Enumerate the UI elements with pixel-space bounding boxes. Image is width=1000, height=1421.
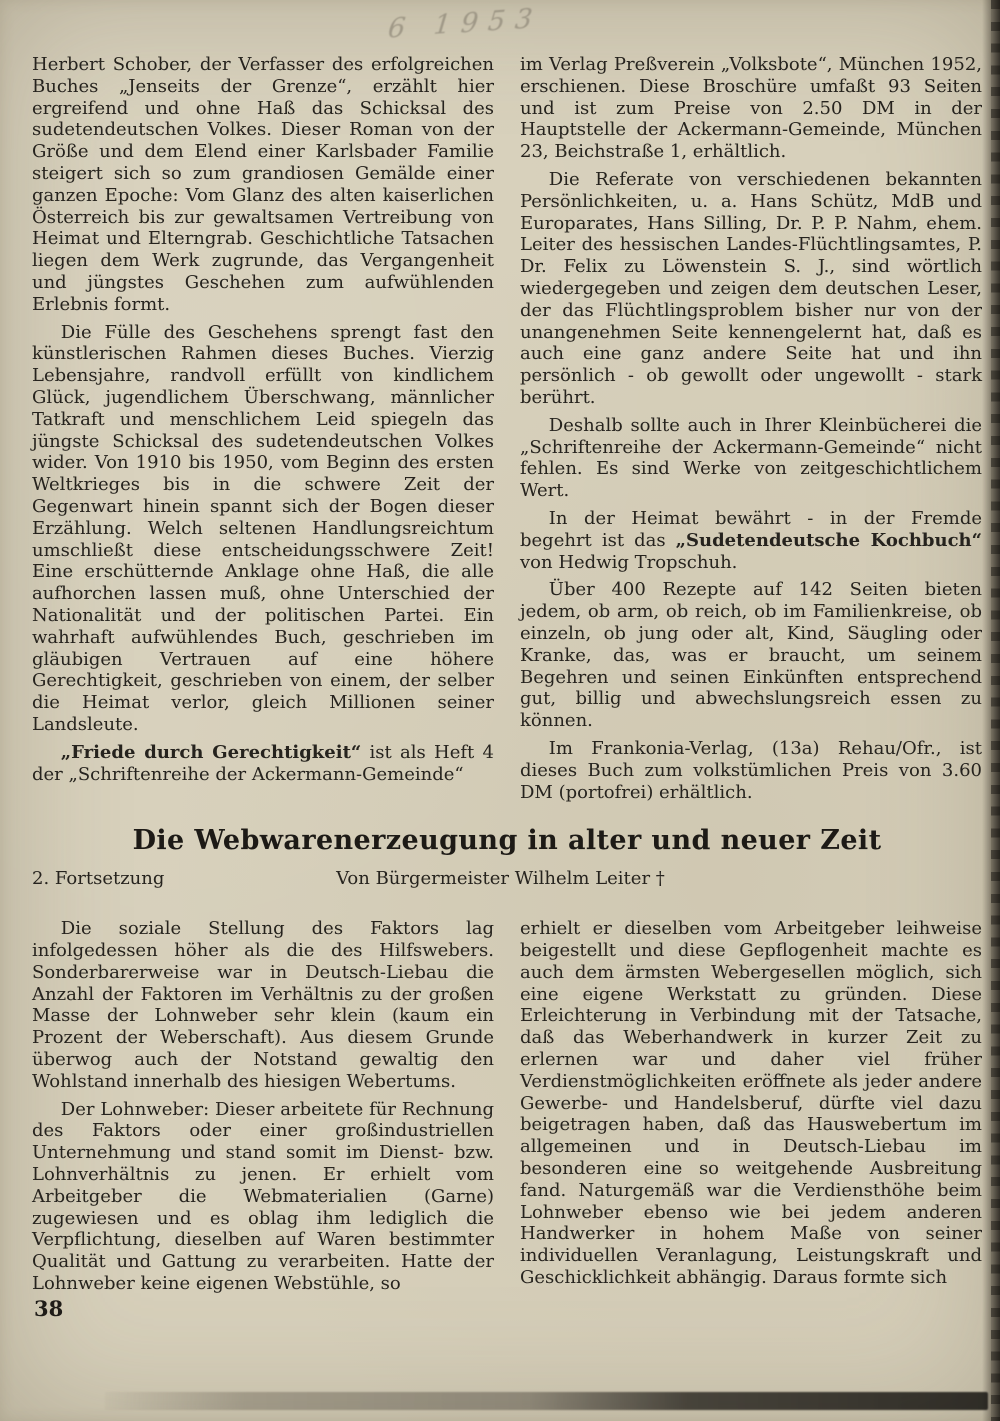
page-content — [32, 54, 982, 1301]
paragraph: Herbert Schober, der Verfasser des erfolgreichen Buches „Jenseits der Grenze“, erzählt hier ergreifend und ohne Haß das Schicksal des sudetendeutschen Volkes. Dieser Roman von der Größe und dem Elend einer Karlsbader Familie steigert sich so zum grandiosen Gemälde einer ganzen Epoche: Vom Glanz des alten kaiserlichen Österreich bis zur gewaltsamen Vertreibung von Heimat und Elterngrab. Geschichtliche Tatsachen liegen dem Werk zugrunde, das Vergangenheit und jüngstes Geschehen zum aufwühlenden Erlebnis formt. — [32, 54, 494, 315]
byline-row — [32, 868, 982, 892]
paragraph-text: von Hedwig Tropschuh. — [520, 551, 738, 573]
scan-edge-shadow — [982, 0, 1000, 1421]
left-column — [32, 918, 494, 1301]
article-title: Die Webwarenerzeugung in alter und neuer Zeit — [132, 825, 882, 857]
continuation-label: 2. Fortsetzung — [32, 868, 165, 890]
article-byline: Von Bürgermeister Wilhelm Leiter † — [336, 868, 665, 890]
paragraph — [32, 742, 494, 786]
right-column — [520, 918, 982, 1301]
left-column — [32, 54, 494, 809]
handwritten-note: 6 1953 — [386, 2, 544, 45]
paragraph — [520, 508, 982, 573]
paragraph: Die Referate von verschiedenen bekannten Persönlichkeiten, u. a. Hans Schütz, MdB und Europarates, Hans Silling, Dr. P. P. Nahm, ehem. Leiter des hessischen Landes-Flüchtlingsamtes, P. Dr. Felix zu Löwenstein S. J., sind wörtlich wiedergegeben und zeigen dem deutschen Leser, der das Flüchtlingsproblem bisher nur von der unangenehmen Seite kennengelernt hat, daß es auch eine ganz andere Seite hat und ihn persönlich - ob gewollt oder ungewollt - stark berührt. — [520, 168, 982, 408]
paragraph: Deshalb sollte auch in Ihrer Kleinbücherei die „Schriftenreihe der Ackermann-Gemeinde“ nicht fehlen. Es sind Werke von zeitgeschichtlichem Wert. — [520, 414, 982, 502]
paragraph-text: In der Heimat bewährt - in der Fremde begehrt ist das — [520, 507, 982, 551]
paragraph: Über 400 Rezepte auf 142 Seiten bieten jedem, ob arm, ob reich, ob im Familienkreise, ob einzeln, ob jung oder alt, Kind, Säugling oder Kranke, das, was er braucht, um seinem Begehren und seinen Einkünften entsprechend gut, billig und abwechslungsreich essen zu können. — [520, 579, 982, 732]
paragraph: erhielt er dieselben vom Arbeitgeber leihweise beigestellt und diese Gepflogenheit machte es auch dem ärmsten Webergesellen möglich, sich eine eigene Werkstatt zu gründen. Diese Erleichterung in Verbindung mit der Tatsache, daß das Weberhandwerk in kurzer Zeit zu erlernen war und daher viel früher Verdienstmöglichkeiten eröffnete als jeder andere Gewerbe- und Handelsberuf, dürfte viel dazu beigetragen haben, daß das Hauswebertum im allgemeinen und in Deutsch-Liebau im besonderen eine so weitgehende Ausbreitung fand. Naturgemäß war die Verdiensthöhe beim Lohnweber ebenso wie bei jedem anderen Handwerker in hohem Maße von seiner individuellen Veranlagung, Leistungskraft und Geschicklichkeit abhängig. Daraus formte sich — [520, 918, 982, 1289]
paragraph: im Verlag Preßverein „Volksbote“, München 1952, erschienen. Diese Broschüre umfaßt 93 Seiten und ist zum Preise von 2.50 DM in der Hauptstelle der Ackermann-Gemeinde, München 23, Beichstraße 1, erhältlich. — [520, 54, 982, 163]
weaving-article-section — [32, 918, 982, 1301]
book-review-section — [32, 54, 982, 809]
right-column — [520, 54, 982, 809]
paragraph: Im Frankonia-Verlag, (13a) Rehau/Ofr., ist dieses Buch zum volkstümlichen Preis von 3.60 DM (portofrei) erhältlich. — [520, 737, 982, 803]
bold-title-kochbuch: „Sudetendeutsche Kochbuch“ — [675, 529, 982, 551]
paragraph-text: ist als Heft 4 der „Schriftenreihe der Ackermann-Gemeinde“ — [32, 741, 494, 785]
page-number: 38 — [34, 1296, 64, 1321]
paragraph: Die Fülle des Geschehens sprengt fast den künstlerischen Rahmen dieses Buches. Vierzig Lebensjahre, randvoll erfüllt von kindlichem Glück, jugendlichem Überschwang, männlicher Tatkraft und menschlichem Leid spiegeln das jüngste Schicksal des sudetendeutschen Volkes wider. Von 1910 bis 1950, vom Beginn des ersten Weltkrieges bis in die schwere Zeit der Gegenwart hinein spannt sich der Bogen dieser Erzählung. Welch seltenen Handlungsreichtum umschließt diese entscheidungsschwere Zeit! Eine erschütternde Anklage ohne Haß, die alle aufhorchen lassen muß, ohne Unterschied der Nationalität und der politischen Partei. Ein wahrhaft aufwühlendes Buch, geschrieben im gläubigen Vertrauen auf eine höhere Gerechtigkeit, geschrieben von einem, der selber die Heimat verlor, gleich Millionen seiner Landsleute. — [32, 321, 494, 735]
paragraph: Der Lohnweber: Dieser arbeitete für Rechnung des Faktors oder einer großindustriellen Unternehmung und stand somit im Dienst- bzw. Lohnverhältnis zu jenen. Er erhielt vom Arbeitgeber die Webmaterialien (Garne) zugewiesen und es oblag ihm lediglich die Verpflichtung, dieselben auf Waren bestimmter Qualität und Gattung zu verarbeiten. Hatte der Lohnweber keine eigenen Webstühle, so — [32, 1098, 494, 1295]
bold-title-friede: „Friede durch Gerechtigkeit“ — [60, 741, 362, 763]
paragraph: Die soziale Stellung des Faktors lag infolgedessen höher als die des Hilfswebers. Sonderbarerweise war in Deutsch-Liebau die Anzahl der Faktoren im Verhältnis zu der großen Masse der Lohnweber sehr klein (kaum ein Prozent der Weberschaft). Aus diesem Grunde überwog auch der Notstand gewaltig den Wohlstand innerhalb des hiesigen Webertums. — [32, 918, 494, 1092]
scan-bottom-smudge — [105, 1392, 988, 1410]
weaving-article-header — [32, 825, 982, 892]
